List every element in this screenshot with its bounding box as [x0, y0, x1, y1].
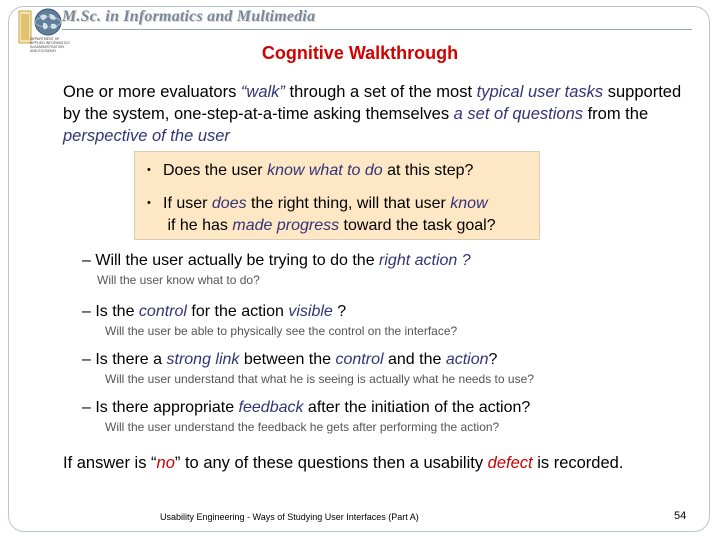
question-highlight: visible — [288, 303, 333, 320]
question-text: ? — [488, 351, 498, 368]
box-text: Does the user — [163, 162, 268, 179]
box-bullet-1 — [147, 159, 473, 182]
question-2 — [82, 302, 346, 322]
header-divider — [62, 29, 692, 30]
intro-text: through a set of the most — [284, 83, 477, 101]
question-highlight: action — [445, 351, 489, 368]
conclusion-part: ” to any of these questions then a usability — [174, 454, 488, 472]
box-bullet-2 — [147, 192, 539, 237]
intro-text: from the — [583, 105, 649, 123]
intro-text: One or more evaluators — [63, 83, 241, 101]
conclusion-highlight: defect — [487, 454, 533, 472]
question-1 — [82, 251, 471, 271]
question-text: ? — [332, 303, 347, 320]
question-text: and the — [383, 351, 446, 368]
intro-highlight: perspective of the user — [63, 127, 230, 145]
conclusion-highlight: no — [156, 454, 175, 472]
slide-title: Cognitive Walkthrough — [261, 43, 459, 63]
question-text: – Is the — [82, 303, 139, 320]
question-text: for the action — [186, 303, 289, 320]
question-text: – Will the user actually be trying to do the — [82, 252, 380, 269]
program-title: M.Sc. in Informatics and Multimedia — [62, 8, 316, 25]
question-highlight: control — [335, 351, 384, 368]
conclusion-part: If answer is “ — [63, 454, 157, 472]
box-text: at this step? — [382, 162, 474, 179]
question-2-sub: Will the user be able to physically see the control on the interface? — [105, 324, 458, 338]
page-number: 54 — [674, 510, 687, 522]
question-text: after the initiation of the action? — [303, 399, 531, 416]
globe-icon — [34, 8, 62, 36]
question-3-sub: Will the user understand that what he is seeing is actually what he needs to use? — [105, 372, 534, 386]
box-highlight: does — [211, 195, 247, 212]
question-text: – Is there appropriate — [82, 399, 239, 416]
question-text: – Is there a — [82, 351, 167, 368]
box-text: the right thing, will that user — [246, 195, 451, 212]
question-text: between the — [239, 351, 336, 368]
intro-highlight: a set of questions — [453, 105, 584, 123]
question-highlight: strong link — [166, 351, 240, 368]
bullet-icon: • — [147, 164, 151, 176]
box-text: if he has — [163, 217, 233, 234]
box-text: toward the task goal? — [339, 217, 496, 234]
box-highlight: know — [450, 195, 488, 212]
footer-text: Usability Engineering - Ways of Studying User Interfaces (Part A) — [160, 512, 419, 522]
box-text: If user — [163, 195, 212, 212]
question-highlight: control — [138, 303, 187, 320]
bullet-icon: • — [147, 197, 151, 209]
box-highlight: made progress — [232, 217, 340, 234]
department-text: DEPARTMENT OF APPLIED INFORMATICS IN ADMINISTRATION AND ECONOMY — [30, 37, 70, 53]
intro-highlight: “walk” — [240, 83, 285, 101]
question-4-sub: Will the user understand the feedback he gets after performing the action? — [105, 420, 500, 434]
question-highlight: feedback — [238, 399, 304, 416]
box-highlight: know what to do — [267, 162, 383, 179]
key-questions-box — [134, 151, 540, 240]
intro-paragraph — [63, 81, 683, 147]
question-1-sub: Will the user know what to do? — [97, 273, 260, 287]
conclusion-text — [63, 452, 623, 474]
conclusion-part: is recorded. — [532, 454, 624, 472]
intro-highlight: typical user tasks — [476, 83, 604, 101]
question-4 — [82, 398, 530, 418]
intro-text: supported by the system, one-step-at-a-time asking themselves — [63, 83, 682, 123]
question-highlight: right action ? — [379, 252, 471, 269]
question-3 — [82, 350, 497, 370]
